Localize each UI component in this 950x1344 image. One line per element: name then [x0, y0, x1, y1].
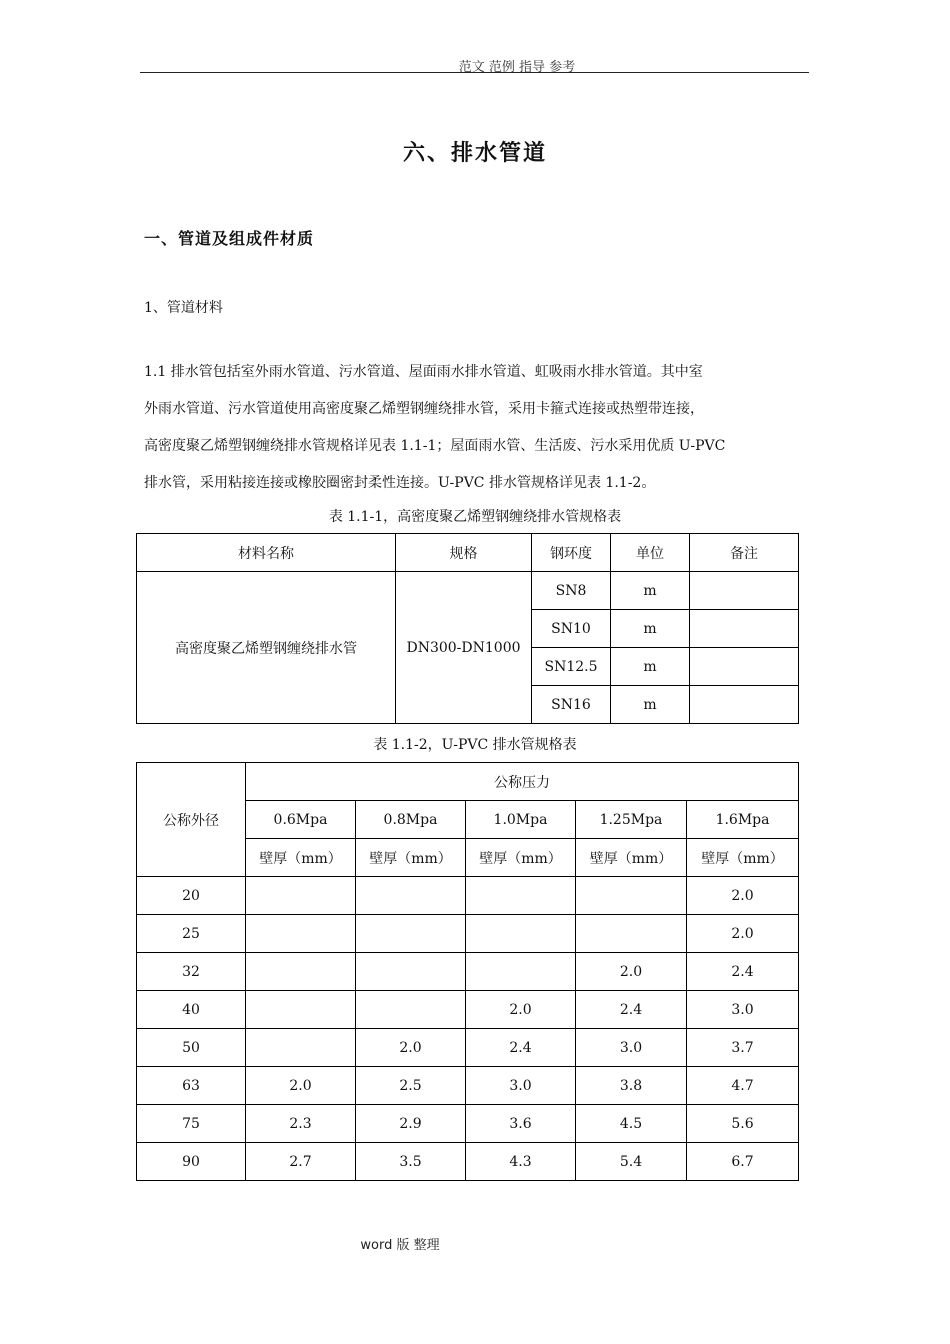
- thickness-cell: 3.6: [466, 1105, 576, 1143]
- stiffness-cell: SN8: [532, 572, 611, 610]
- table-row: [137, 1029, 799, 1067]
- unit-cell: m: [611, 686, 690, 724]
- diameter-cell: 75: [137, 1105, 246, 1143]
- thickness-cell: [246, 991, 356, 1029]
- thickness-label-cell: 壁厚（mm）: [576, 839, 687, 877]
- thickness-cell: 2.3: [246, 1105, 356, 1143]
- thickness-cell: 6.7: [687, 1143, 799, 1181]
- paragraph-line: 高密度聚乙烯塑钢缠绕排水管规格详见表 1.1-1；屋面雨水管、生活废、污水采用优质 U-PVC: [144, 438, 726, 454]
- paragraph-line: 1.1 排水管包括室外雨水管道、污水管道、屋面雨水排水管道、虹吸雨水排水管道。其中室: [144, 364, 703, 380]
- table-row: [137, 1105, 799, 1143]
- table1-caption: 表 1.1-1，高密度聚乙烯塑钢缠绕排水管规格表: [328, 509, 622, 525]
- diameter-cell: 20: [137, 877, 246, 915]
- thickness-label-cell: 壁厚（mm）: [246, 839, 356, 877]
- table-row: [137, 877, 799, 915]
- note-cell: [690, 686, 799, 724]
- thickness-cell: [246, 877, 356, 915]
- thickness-cell: 2.0: [466, 991, 576, 1029]
- diameter-cell: 63: [137, 1067, 246, 1105]
- thickness-cell: [466, 915, 576, 953]
- thickness-cell: 5.6: [687, 1105, 799, 1143]
- thickness-label-cell: 壁厚（mm）: [466, 839, 576, 877]
- section-heading: 一、管道及组成件材质: [144, 229, 315, 248]
- thickness-cell: 3.0: [466, 1067, 576, 1105]
- thickness-cell: 2.4: [466, 1029, 576, 1067]
- diameter-cell: 40: [137, 991, 246, 1029]
- thickness-cell: 2.0: [687, 915, 799, 953]
- table-row: [137, 572, 799, 610]
- thickness-cell: [356, 915, 466, 953]
- thickness-cell: 4.7: [687, 1067, 799, 1105]
- pressure-cell: 1.0Mpa: [466, 801, 576, 839]
- thickness-cell: 2.5: [356, 1067, 466, 1105]
- thickness-cell: 2.0: [246, 1067, 356, 1105]
- thickness-cell: [246, 953, 356, 991]
- diameter-cell: 50: [137, 1029, 246, 1067]
- thickness-cell: [356, 953, 466, 991]
- thickness-cell: [466, 953, 576, 991]
- header-cell: 单位: [611, 534, 690, 572]
- thickness-cell: 3.7: [687, 1029, 799, 1067]
- note-cell: [690, 572, 799, 610]
- spec-cell: DN300-DN1000: [396, 572, 532, 724]
- thickness-cell: 2.4: [687, 953, 799, 991]
- table-row: [137, 991, 799, 1029]
- table2-caption: 表 1.1-2，U-PVC 排水管规格表: [373, 737, 577, 753]
- diameter-header-cell: 公称外径: [137, 763, 246, 877]
- table2: [136, 762, 799, 1181]
- thickness-cell: [356, 877, 466, 915]
- note-cell: [690, 610, 799, 648]
- thickness-cell: 2.0: [356, 1029, 466, 1067]
- pressure-cell: 0.6Mpa: [246, 801, 356, 839]
- paragraph-line: 排水管，采用粘接连接或橡胶圈密封柔性连接。U-PVC 排水管规格详见表 1.1-2。: [144, 475, 656, 491]
- pressure-cell: 1.6Mpa: [687, 801, 799, 839]
- thickness-cell: [246, 915, 356, 953]
- thickness-cell: [576, 915, 687, 953]
- header-cell: 材料名称: [137, 534, 396, 572]
- thickness-cell: 2.4: [576, 991, 687, 1029]
- table1: [136, 533, 799, 724]
- thickness-cell: 5.4: [576, 1143, 687, 1181]
- diameter-cell: 90: [137, 1143, 246, 1181]
- header-rule: [140, 72, 809, 73]
- table-header-row: [137, 534, 799, 572]
- pressure-header-cell: 公称压力: [246, 763, 799, 801]
- thickness-cell: 3.0: [687, 991, 799, 1029]
- thickness-cell: [356, 991, 466, 1029]
- thickness-cell: 2.0: [576, 953, 687, 991]
- unit-cell: m: [611, 572, 690, 610]
- diameter-cell: 25: [137, 915, 246, 953]
- thickness-cell: [576, 877, 687, 915]
- thickness-cell: 2.7: [246, 1143, 356, 1181]
- page-footer: word 版 整理: [360, 1238, 440, 1253]
- pressure-cell: 0.8Mpa: [356, 801, 466, 839]
- thickness-label-cell: 壁厚（mm）: [356, 839, 466, 877]
- thickness-cell: [246, 1029, 356, 1067]
- paragraph-line: 外雨水管道、污水管道使用高密度聚乙烯塑钢缠绕排水管，采用卡箍式连接或热塑带连接，: [144, 401, 704, 417]
- unit-cell: m: [611, 610, 690, 648]
- unit-cell: m: [611, 648, 690, 686]
- sub-heading: 1、管道材料: [144, 300, 223, 316]
- pressure-cell: 1.25Mpa: [576, 801, 687, 839]
- thickness-cell: 4.3: [466, 1143, 576, 1181]
- header-cell: 备注: [690, 534, 799, 572]
- stiffness-cell: SN10: [532, 610, 611, 648]
- thickness-cell: 3.0: [576, 1029, 687, 1067]
- stiffness-cell: SN12.5: [532, 648, 611, 686]
- diameter-cell: 32: [137, 953, 246, 991]
- body-paragraph: [144, 354, 816, 502]
- header-cell: 规格: [396, 534, 532, 572]
- thickness-cell: 2.0: [687, 877, 799, 915]
- thickness-label-cell: 壁厚（mm）: [687, 839, 799, 877]
- stiffness-cell: SN16: [532, 686, 611, 724]
- note-cell: [690, 648, 799, 686]
- table-row: [137, 1143, 799, 1181]
- page-header: 范文 范例 指导 参考: [458, 60, 576, 75]
- thickness-cell: 3.5: [356, 1143, 466, 1181]
- thickness-cell: 3.8: [576, 1067, 687, 1105]
- table-row: [137, 1067, 799, 1105]
- table-row: [137, 915, 799, 953]
- thickness-cell: [466, 877, 576, 915]
- table-row: [137, 953, 799, 991]
- material-cell: 高密度聚乙烯塑钢缠绕排水管: [137, 572, 396, 724]
- document-title: 六、排水管道: [402, 140, 547, 166]
- thickness-cell: 4.5: [576, 1105, 687, 1143]
- header-cell: 钢环度: [532, 534, 611, 572]
- table-header-row: [137, 763, 799, 801]
- thickness-cell: 2.9: [356, 1105, 466, 1143]
